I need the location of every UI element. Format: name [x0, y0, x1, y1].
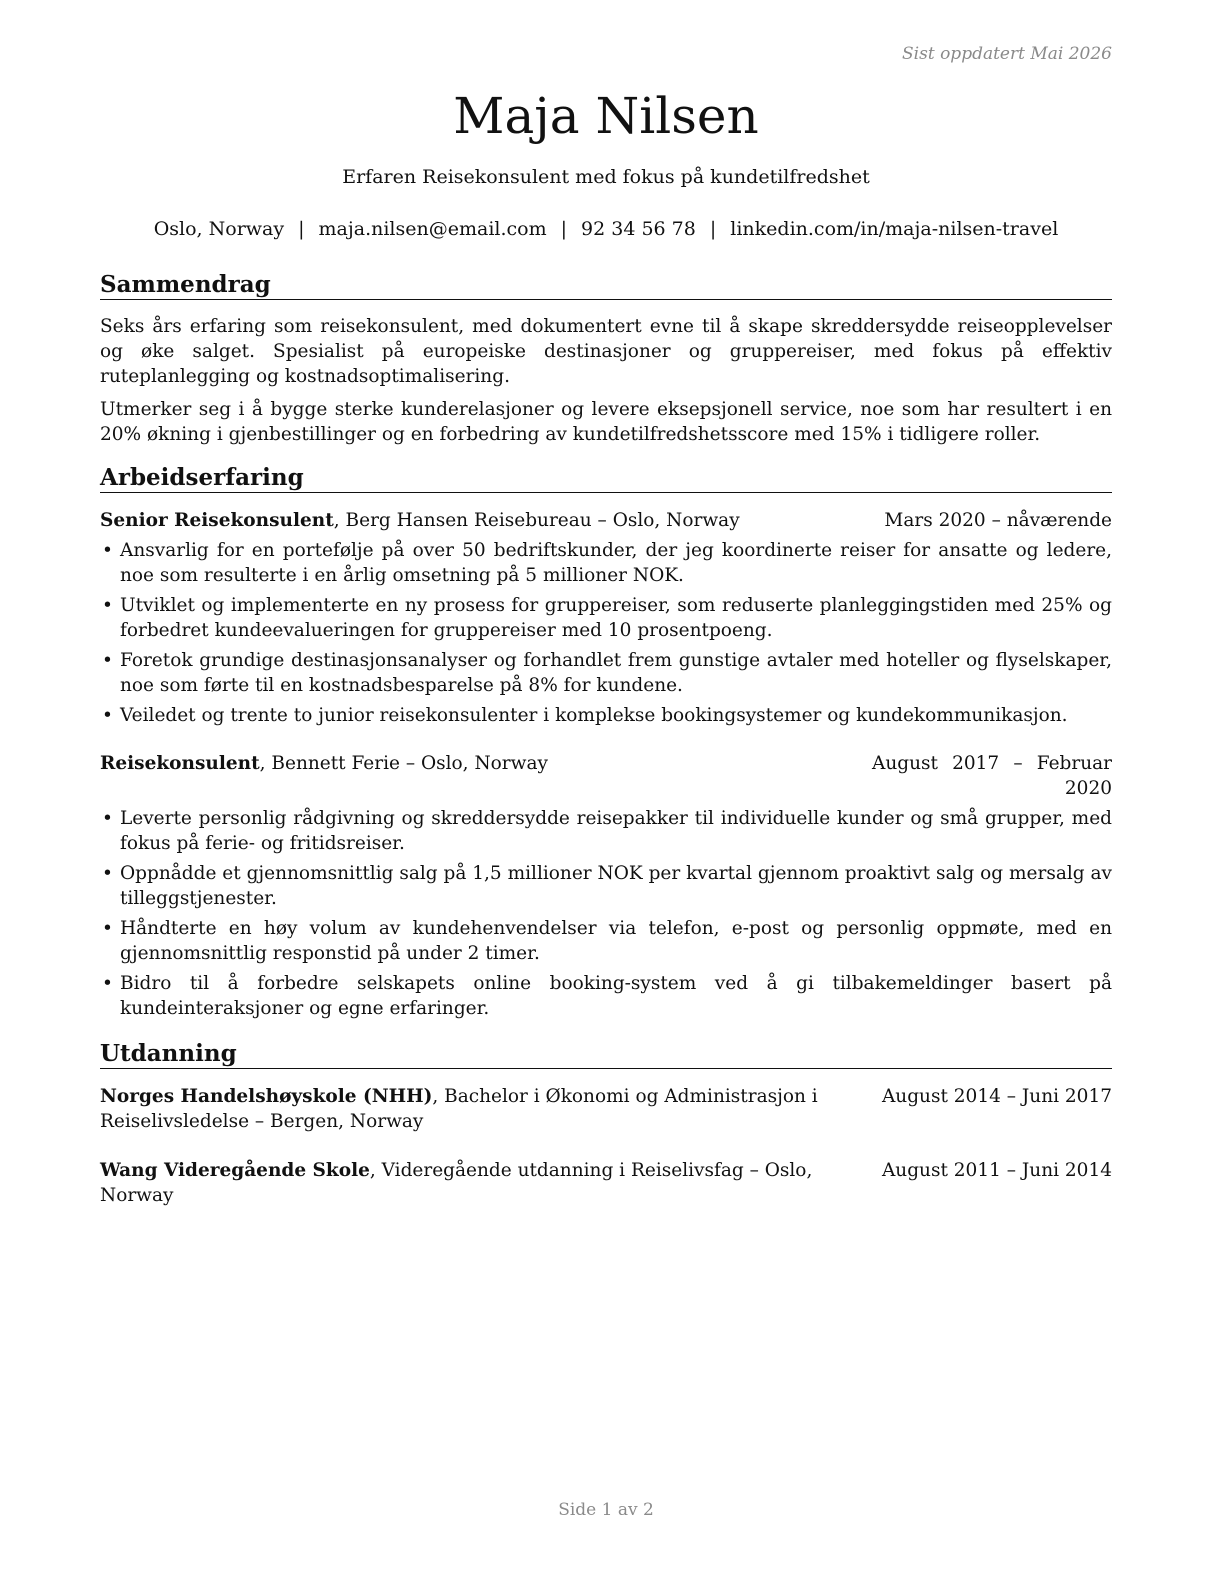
- job-title-line: [100, 508, 740, 533]
- education-detail: , Bachelor i Økonomi og Administrasjon i Reiselivsledelse – Bergen, Norway: [100, 1086, 818, 1132]
- education-dates: August 2014 – Juni 2017: [881, 1086, 1112, 1107]
- education-entry: [100, 1158, 1112, 1208]
- list-item: • Håndterte en høy volum av kundehenvendelser via telefon, e-post og personlig oppmøte, med en gjennomsnittlig responstid på under 2 timer.: [100, 916, 1112, 966]
- job-company: , Bennett Ferie – Oslo, Norway: [259, 753, 548, 774]
- job-header: [100, 751, 1112, 801]
- job-company: , Berg Hansen Reisebureau – Oslo, Norway: [333, 510, 740, 531]
- job-role: Senior Reisekonsulent: [100, 510, 334, 531]
- education-detail: , Videregående utdanning i Reiselivsfag – Oslo, Norway: [100, 1160, 813, 1206]
- education-description: [100, 1084, 882, 1134]
- contact-linkedin[interactable]: linkedin.com/in/maja-nilsen-travel: [730, 218, 1059, 240]
- summary-section: [100, 271, 1112, 447]
- list-item: • Foretok grundige destinasjonsanalyser og forhandlet frem gunstige avtaler med hoteller og flyselskaper, noe som førte til en kostnadsbesparelse på 8% for kundene.: [100, 648, 1112, 698]
- resume-page: [100, 0, 1112, 1584]
- contact-email[interactable]: maja.nilsen@email.com: [318, 218, 547, 240]
- list-item: • Bidro til å forbedre selskapets online booking-system ved å gi tilbakemeldinger basert på kundeinteraksjoner og egne erfaringer.: [100, 971, 1112, 1021]
- education-entry: [100, 1084, 1112, 1134]
- education-title: Utdanning: [100, 1040, 1112, 1069]
- experience-title: Arbeidserfaring: [100, 464, 1112, 493]
- list-item: • Leverte personlig rådgivning og skreddersydde reisepakker til individuelle kunder og små grupper, med fokus på ferie- og fritidsreiser.: [100, 806, 1112, 856]
- summary-paragraph: Utmerker seg i å bygge sterke kunderelasjoner og levere eksepsjonell service, noe som har resultert i en 20% økning i gjenbestillinger og en forbedring av kundetilfredshetsscore med 15% i tidligere roller.: [100, 399, 1112, 445]
- contact-separator: |: [298, 218, 305, 240]
- summary-paragraph: Seks års erfaring som reisekonsulent, med dokumentert evne til å skape skreddersydde reiseopplevelser og øke salget. Spesialist på europeiske destinasjoner og gruppereiser, med fokus på effektiv ruteplanlegging og kostnadsoptimalisering.: [100, 316, 1112, 387]
- summary-title: Sammendrag: [100, 271, 1112, 300]
- candidate-name: Maja Nilsen: [453, 87, 759, 145]
- list-item: • Ansvarlig for en portefølje på over 50 bedriftskunder, der jeg koordinerte reiser for ansatte og ledere, noe som resulterte i en årlig omsetning på 5 millioner NOK.: [100, 538, 1112, 588]
- job-bullets: [100, 806, 1112, 1021]
- job-title-line: [100, 751, 548, 801]
- school-name: Wang Videregående Skole: [100, 1160, 370, 1181]
- page-number: Side 1 av 2: [558, 1500, 654, 1520]
- contact-line: [100, 218, 1112, 240]
- job-dates: Mars 2020 – nåværende: [884, 510, 1112, 531]
- contact-separator: |: [560, 218, 568, 240]
- contact-phone: 92 34 56 78: [581, 218, 696, 240]
- education-section: [100, 1040, 1112, 1208]
- job-role: Reisekonsulent: [100, 753, 260, 774]
- last-updated: Sist oppdatert Mai 2026: [902, 44, 1112, 64]
- list-item: • Utviklet og implementerte en ny prosess for gruppereiser, som reduserte planleggingstiden med 25% og forbedret kundeevalueringen for gruppereiser med 10 prosentpoeng.: [100, 593, 1112, 643]
- list-item: • Veiledet og trente to junior reisekonsulenter i komplekse bookingsystemer og kundekommunikasjon.: [100, 703, 1112, 728]
- contact-separator: |: [709, 218, 717, 240]
- experience-section: [100, 464, 1112, 1026]
- job-header: [100, 508, 1112, 533]
- education-dates: August 2011 – Juni 2014: [881, 1160, 1112, 1181]
- contact-location: Oslo, Norway: [153, 218, 285, 240]
- education-description: [100, 1158, 882, 1208]
- job-bullets: [100, 538, 1112, 728]
- list-item: • Oppnådde et gjennomsnittlig salg på 1,5 millioner NOK per kvartal gjennom proaktivt salg og mersalg av tilleggstjenester.: [100, 861, 1112, 911]
- school-name: Norges Handelshøyskole (NHH): [100, 1086, 433, 1107]
- tagline: Erfaren Reisekonsulent med fokus på kundetilfredshet: [342, 166, 870, 188]
- job-dates: August 2017 – Februar 2020: [872, 753, 1112, 799]
